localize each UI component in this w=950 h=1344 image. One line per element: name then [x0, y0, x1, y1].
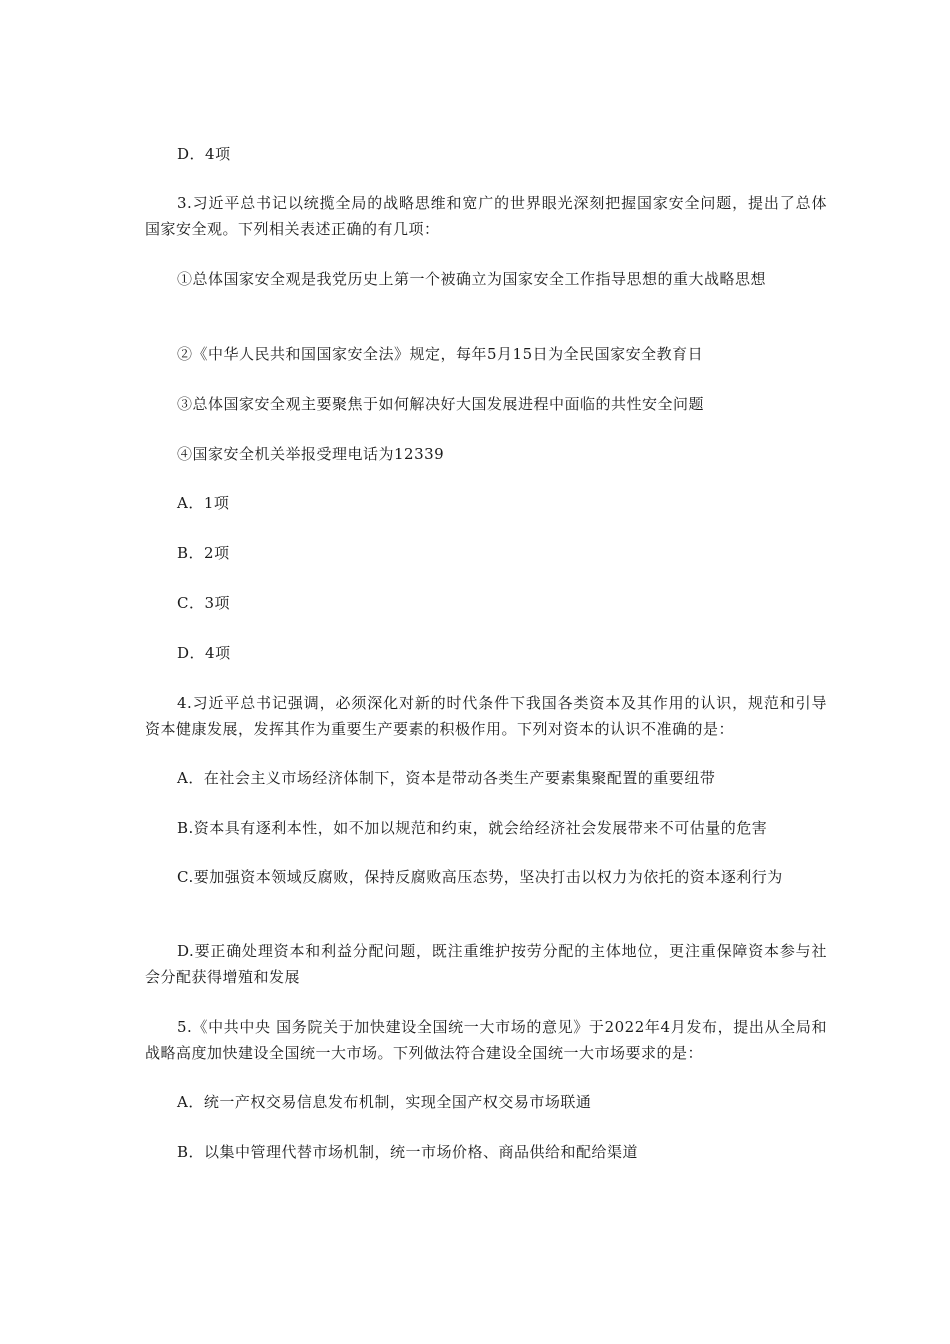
q3-option-a: A．1项 — [177, 494, 230, 512]
q2-option-d: D．4项 — [177, 145, 231, 163]
q3-option-b: B．2项 — [177, 544, 230, 562]
q5-option-a: A．统一产权交易信息发布机制，实现全国产权交易市场联通 — [177, 1093, 592, 1111]
q5-option-b: B．以集中管理代替市场机制，统一市场价格、商品供给和配给渠道 — [177, 1143, 639, 1161]
q3-option-d: D．4项 — [177, 644, 231, 662]
q4-stem: 4.习近平总书记强调，必须深化对新的时代条件下我国各类资本及其作用的认识，规范和引导资本健康发展，发挥其作为重要生产要素的积极作用。下列对资本的认识不准确的是： — [145, 694, 827, 738]
q3-item-4: ④国家安全机关举报受理电话为12339 — [177, 445, 445, 463]
q4-option-c: C.要加强资本领域反腐败，保持反腐败高压态势，坚决打击以权力为依托的资本逐利行为 — [177, 868, 783, 886]
q3-item-3: ③总体国家安全观主要聚焦于如何解决好大国发展进程中面临的共性安全问题 — [177, 395, 705, 413]
q4-option-a: A．在社会主义市场经济体制下，资本是带动各类生产要素集聚配置的重要纽带 — [177, 769, 716, 787]
q4-option-d: D.要正确处理资本和利益分配问题，既注重维护按劳分配的主体地位，更注重保障资本参与社会分配获得增殖和发展 — [145, 942, 827, 986]
q3-stem: 3.习近平总书记以统揽全局的战略思维和宽广的世界眼光深刻把握国家安全问题，提出了总体国家安全观。下列相关表述正确的有几项： — [145, 194, 827, 238]
q5-stem: 5.《中共中央 国务院关于加快建设全国统一大市场的意见》于2022年4月发布，提出从全局和战略高度加快建设全国统一大市场。下列做法符合建设全国统一大市场要求的是： — [145, 1018, 827, 1062]
q4-option-b: B.资本具有逐利本性，如不加以规范和约束，就会给经济社会发展带来不可估量的危害 — [177, 819, 768, 837]
q3-item-2: ②《中华人民共和国国家安全法》规定，每年5月15日为全民国家安全教育日 — [177, 345, 704, 363]
q3-item-1: ①总体国家安全观是我党历史上第一个被确立为国家安全工作指导思想的重大战略思想 — [177, 270, 767, 288]
q3-option-c: C．3项 — [177, 594, 231, 612]
